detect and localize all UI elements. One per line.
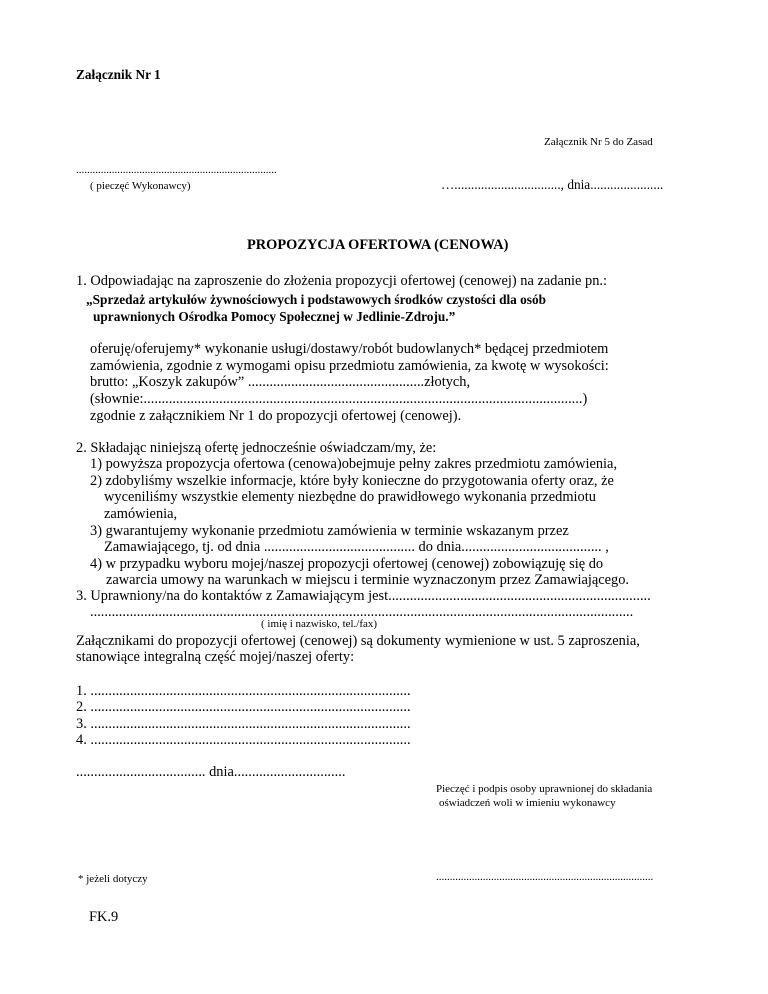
section2-intro: 2. Składając niniejszą ofertę jednocześnie oświadczam/my, że:	[76, 440, 437, 456]
section2-item4-line1: 4) w przypadku wyboru mojej/naszej propozycji ofertowej (cenowej) zobowiązuję się do	[90, 556, 604, 572]
section2-item3-line1: 3) gwarantujemy wykonanie przedmiotu zamówienia w terminie wskazanym przez	[90, 523, 569, 539]
section2-item1: 1) powyższa propozycja ofertowa (cenowa)obejmuje pełny zakres przedmiotu zamówienia,	[90, 456, 618, 472]
attachment-item-3: 3. .........................................................................................	[76, 716, 411, 732]
offer-line1: oferuję/oferujemy* wykonanie usługi/dostawy/robót budowlanych* będącej przedmiotem	[90, 341, 609, 357]
section2-item2-line1: 2) zdobyliśmy wszelkie informacje, które były konieczne do przygotowania oferty oraz, że	[90, 473, 614, 489]
signature-date-line: .................................... dnia...............................	[76, 764, 346, 780]
attachments-line1: Załącznikami do propozycji ofertowej (cenowej) są dokumenty wymienione w ust. 5 zaproszenia,	[76, 633, 640, 649]
stamp-caption: ( pieczęć Wykonawcy)	[90, 180, 191, 192]
attachment-item-1: 1. .........................................................................................	[76, 683, 411, 699]
section1-line1: 1. Odpowiadając na zaproszenie do złożenia propozycji ofertowej (cenowej) na zadanie pn.:	[76, 273, 608, 289]
place-date-line: …................................, dnia......................	[441, 177, 664, 192]
attachment-ref: Załącznik Nr 5 do Zasad	[544, 136, 653, 148]
signature-caption-line2: oświadczeń woli w imieniu wykonawcy	[439, 797, 616, 809]
offer-line4: (słownie:..........................................................................................................................)	[90, 391, 588, 407]
stamp-dots: .........................................................................	[76, 164, 277, 176]
section2-item2-line3: zamówienia,	[104, 506, 178, 522]
document-code: FK.9	[89, 909, 119, 925]
footnote: * jeżeli dotyczy	[78, 873, 148, 885]
offer-line2: zamówienia, zgodnie z wymogami opisu przedmiotu zamówienia, za kwotę w wysokości:	[90, 358, 609, 374]
offer-line5: zgodnie z załącznikiem Nr 1 do propozycji ofertowej (cenowej).	[90, 408, 462, 424]
attachments-line2: stanowiące integralną część mojej/naszej oferty:	[76, 649, 355, 665]
signature-dots: ...............................................................................	[436, 871, 654, 883]
signature-caption-line1: Pieczęć i podpis osoby uprawnionej do składania	[436, 783, 653, 795]
task-name-line2: uprawnionych Ośrodka Pomocy Społecznej w Jedlinie-Zdroju.”	[93, 309, 456, 324]
offer-line3: brutto: „Koszyk zakupów” .................................................złotych,	[90, 374, 471, 390]
task-name-line1: „Sprzedaż artykułów żywnościowych i podstawowych środków czystości dla osób	[86, 292, 546, 307]
section2-item3-line2: Zamawiającego, tj. od dnia .......................................... do dnia....................................... ,	[104, 539, 609, 555]
attachment-label: Załącznik Nr 1	[76, 67, 161, 82]
document-title: PROPOZYCJA OFERTOWA (CENOWA)	[247, 237, 509, 253]
attachment-item-2: 2. .........................................................................................	[76, 699, 411, 715]
section2-item2-line2: wyceniliśmy wszystkie elementy niezbędne do prawidłowego wykonania przedmiotu	[104, 489, 596, 505]
contact-line1: 3. Uprawniony/na do kontaktów z Zamawiającym jest.........................................................................	[76, 588, 651, 604]
section2-item4-line2: zawarcia umowy na warunkach w miejscu i terminie wyznaczonym przez Zamawiającego.	[106, 572, 630, 588]
contact-line2: .......................................................................................................................................................	[90, 604, 634, 620]
attachment-item-4: 4. .........................................................................................	[76, 732, 411, 748]
contact-caption: ( imię i nazwisko, tel./fax)	[261, 618, 378, 630]
